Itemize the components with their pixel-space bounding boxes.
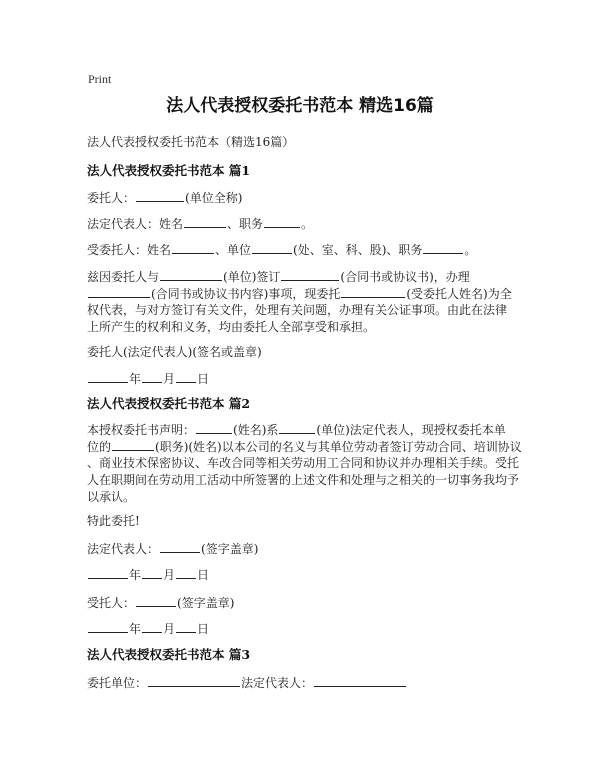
para-text: (姓名)系 [233, 423, 279, 437]
day-label: 日 [197, 622, 210, 636]
signature-line: 委托人(法定代表人)(签名或盖章) [87, 345, 262, 359]
position-label: 、职务 [227, 217, 264, 231]
special-note: 特此委托! [87, 514, 140, 528]
year-label: 年 [129, 622, 142, 636]
s2-rep-line [87, 540, 258, 557]
month-label: 月 [163, 568, 176, 582]
paragraph-line-3: 权代表，与对方签订有关文件，处理有关问题，办理有关公证事项。由此在法律 [87, 303, 508, 317]
day-blank[interactable] [176, 566, 196, 579]
s2-unit-blank[interactable] [279, 421, 315, 434]
period: 。 [464, 243, 477, 257]
rep-sign-blank[interactable] [160, 540, 200, 553]
consignor-line [87, 189, 242, 206]
consignor-label: 委托人： [87, 191, 136, 205]
para-text: (合同书或协议书)，办理 [340, 270, 470, 284]
year-label: 年 [129, 568, 142, 582]
day-label: 日 [197, 568, 210, 582]
contract-content-blank[interactable] [88, 285, 150, 298]
s2-date-line-1 [87, 566, 209, 583]
day-blank[interactable] [176, 370, 196, 383]
legal-rep-line [87, 215, 313, 232]
month-blank[interactable] [142, 566, 162, 579]
s2-line-1 [87, 421, 506, 438]
s3-unit-line [87, 674, 407, 691]
trustee-name-blank[interactable] [172, 241, 214, 254]
trustee-sign-blank[interactable] [136, 594, 176, 607]
rep-note: (签字盖章) [201, 542, 259, 556]
day-blank[interactable] [176, 620, 196, 633]
contract-blank[interactable] [281, 268, 339, 281]
legal-rep-label: 法定代表人：姓名 [87, 217, 184, 231]
s2-line-5: 以承认。 [87, 490, 136, 504]
unit-blank[interactable] [148, 674, 240, 687]
month-blank[interactable] [142, 620, 162, 633]
legal-rep-name-blank[interactable] [184, 215, 226, 228]
para-text: 兹因委托人与 [87, 270, 160, 284]
period: 。 [301, 217, 314, 231]
s2-line-2 [87, 438, 522, 455]
section3-heading: 法人代表授权委托书范本 篇3 [87, 647, 251, 662]
year-label: 年 [129, 372, 142, 386]
trustee-label: 受托人： [87, 596, 136, 610]
paragraph-line-2 [87, 285, 512, 302]
year-blank[interactable] [88, 566, 128, 579]
trustee-line [87, 241, 476, 258]
date-line [87, 370, 209, 387]
dept-label: (处、室、科、股)、职务 [293, 243, 423, 257]
trustee-unit-blank[interactable] [252, 241, 292, 254]
year-blank[interactable] [88, 370, 128, 383]
paragraph-line-4: 上所产生的权利和义务，均由委托人全部享受和承担。 [87, 320, 376, 334]
page-title: 法人代表授权委托书范本 精选16篇 [166, 96, 434, 116]
trustee-note: (签字盖章) [177, 596, 235, 610]
s2-trustee-line [87, 594, 234, 611]
consignor-note: (单位全称) [185, 191, 243, 205]
print-label: Print [88, 72, 112, 86]
s2-name-blank[interactable] [196, 421, 232, 434]
trustee-position-blank[interactable] [423, 241, 463, 254]
year-blank[interactable] [88, 620, 128, 633]
para-text: (职务)(姓名)以本公司的名义与其单位劳动者签订劳动合同、培训协议 [155, 440, 522, 454]
month-blank[interactable] [142, 370, 162, 383]
section1-heading: 法人代表授权委托书范本 篇1 [87, 163, 251, 178]
para-text: (单位)法定代表人，现授权委托本单 [316, 423, 506, 437]
unit-label: 、单位 [215, 243, 252, 257]
legal-rep-position-blank[interactable] [264, 215, 300, 228]
trustee-name-blank-2[interactable] [341, 285, 405, 298]
s2-line-4: 人在职期间在劳动用工活动中所签署的上述文件和处理与之相关的一切事务我均予 [87, 473, 520, 487]
para-text: 本授权委托书声明： [87, 423, 196, 437]
month-label: 月 [163, 372, 176, 386]
rep-label: 法定代表人： [241, 676, 314, 690]
rep-label: 法定代表人： [87, 542, 160, 556]
para-text: (合同书或协议书内容)事项，现委托 [151, 287, 341, 301]
consignor-blank[interactable] [136, 189, 184, 202]
para-text: (单位)签订 [223, 270, 281, 284]
intro-line: 法人代表授权委托书范本（精选16篇） [87, 135, 295, 149]
s2-line-3: 、商业技术保密协议、车改合同等相关劳动用工合同和协议并办理相关手续。受托 [87, 456, 520, 470]
s2-position-blank[interactable] [112, 438, 154, 451]
para-text: (受委托人姓名)为全 [406, 287, 512, 301]
s2-date-line-2 [87, 620, 209, 637]
paragraph-line-1 [87, 268, 470, 285]
day-label: 日 [197, 372, 210, 386]
month-label: 月 [163, 622, 176, 636]
rep-blank[interactable] [314, 674, 406, 687]
section2-heading: 法人代表授权委托书范本 篇2 [87, 396, 251, 411]
para-text: 位的 [87, 440, 112, 454]
unit-label: 委托单位： [87, 676, 148, 690]
trustee-label: 受委托人：姓名 [87, 243, 172, 257]
party-unit-blank[interactable] [160, 268, 222, 281]
